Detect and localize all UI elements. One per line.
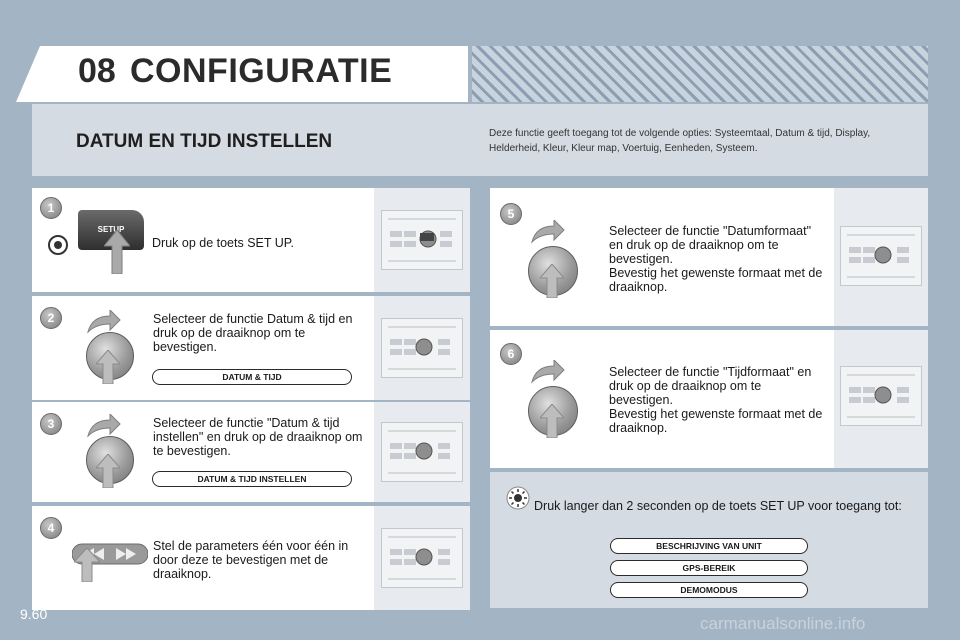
step-4-text: Stel de parameters één voor één in door deze te bevestigen met de draaiknop. bbox=[153, 539, 349, 581]
step-1-text: Druk op de toets SET UP. bbox=[152, 236, 294, 250]
tip-option-gps-range: GPS-BEREIK bbox=[610, 560, 808, 576]
step-6-rotate-arrow-icon bbox=[530, 360, 566, 389]
setup-button-label: SETUP bbox=[97, 225, 125, 234]
chapter-number: 08 bbox=[78, 52, 116, 90]
step-1-power-icon bbox=[47, 234, 69, 261]
step-4-radio-console-icon bbox=[381, 528, 463, 588]
step-6-radio-console-icon bbox=[840, 366, 922, 426]
section-intro: Deze functie geeft toegang tot de volgende opties: Systeemtaal, Datum & tijd, Display, Helderheid, Kleur, Kleur map, Voertuig, Eenheden, Systeem. bbox=[489, 128, 871, 154]
step-3-badge: 3 bbox=[40, 413, 62, 435]
header-hatch-pattern bbox=[472, 46, 928, 102]
step-4-press-arrow-icon bbox=[74, 548, 100, 587]
step-1-press-arrow-icon bbox=[104, 230, 130, 279]
step-5-text: Selecteer de functie "Datumformaat" en druk op de draaiknop om te bevestigen. bbox=[609, 224, 812, 266]
step-5-text-confirm: Bevestig het gewenste formaat met de draaiknop. bbox=[609, 266, 823, 294]
step-4-badge: 4 bbox=[40, 517, 62, 539]
page-number: 9.60 bbox=[20, 606, 48, 622]
tip-option-demo-mode: DEMOMODUS bbox=[610, 582, 808, 598]
step-5-badge: 5 bbox=[500, 203, 522, 225]
tip-option-unit-description: BESCHRIJVING VAN UNIT bbox=[610, 538, 808, 554]
step-5-radio-console-icon bbox=[840, 226, 922, 286]
step-1-radio-console-icon bbox=[381, 210, 463, 270]
chapter-title: CONFIGURATIE bbox=[130, 52, 393, 90]
tip-lightbulb-icon bbox=[506, 486, 530, 515]
step-5-rotate-arrow-icon bbox=[530, 220, 566, 249]
step-2-radio-console-icon bbox=[381, 318, 463, 378]
step-6-text: Selecteer de functie "Tijdformaat" en druk op de draaiknop om te bevestigen. bbox=[609, 365, 812, 407]
header-tab-notch bbox=[16, 46, 40, 102]
step-1-badge: 1 bbox=[40, 197, 62, 219]
section-title: DATUM EN TIJD INSTELLEN bbox=[76, 131, 333, 152]
tip-text: Druk langer dan 2 seconden op de toets SET UP voor toegang tot: bbox=[534, 499, 902, 513]
step-2-menu-pill: DATUM & TIJD bbox=[152, 369, 352, 385]
step-3-text: Selecteer de functie "Datum & tijd instellen" en druk op de draaiknop om te bevestigen. bbox=[153, 416, 363, 458]
step-6-badge: 6 bbox=[500, 343, 522, 365]
step-3-press-arrow-icon bbox=[96, 454, 120, 493]
step-2-text: Selecteer de functie Datum & tijd en druk op de draaiknop om te bevestigen. bbox=[153, 312, 353, 354]
step-2-badge: 2 bbox=[40, 307, 62, 329]
step-6-text-confirm: Bevestig het gewenste formaat met de draaiknop. bbox=[609, 407, 823, 435]
step-6-press-arrow-icon bbox=[540, 404, 564, 443]
step-3-radio-console-icon bbox=[381, 422, 463, 482]
watermark: carmanualsonline.info bbox=[700, 614, 866, 633]
step-2-press-arrow-icon bbox=[96, 350, 120, 389]
step-3-menu-pill: DATUM & TIJD INSTELLEN bbox=[152, 471, 352, 487]
step-5-press-arrow-icon bbox=[540, 264, 564, 303]
